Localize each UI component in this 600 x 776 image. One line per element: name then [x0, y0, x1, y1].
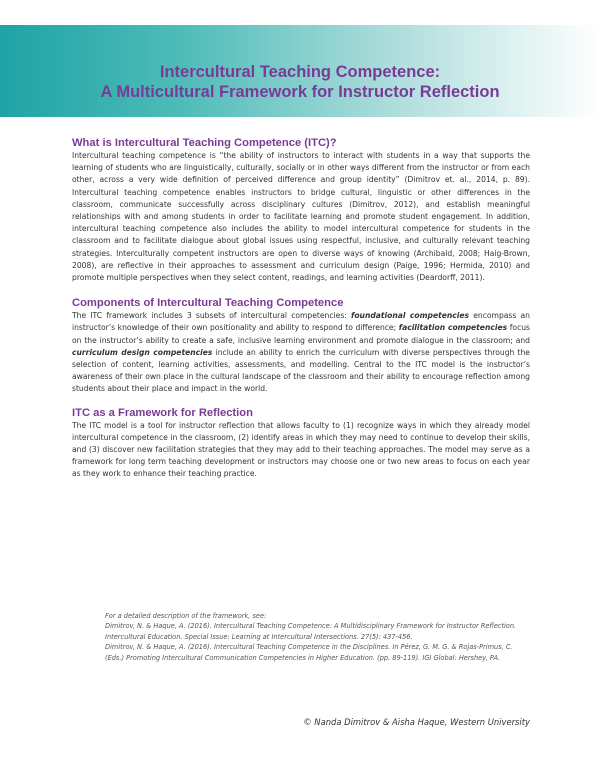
components-text-3: focus on the instructor’s ability to create a safe, inclusive learning environment and promote dialogue in the classroom; and — [72, 323, 531, 345]
components-text-2: encompass an instructor’s knowledge of their own positionality and ability to respond to difference; — [72, 311, 530, 333]
section-body-framework-reflection: The ITC model is a tool for instructor reflection that allows faculty to (1) recognize ways in which they already model intercultural competence in the classroom, (2) identify areas in which they may need to continue to develop their skills, and (3) discover new facilitation strategies that they may add to their teaching approaches. The model may serve as a framework for long term teaching development or instructors may choose one or two new areas to focus on each year as they work to enhance their teaching practice. — [72, 420, 530, 479]
reference-1: Dimitrov, N. & Haque, A. (2016). Intercultural Teaching Competence: A Multidisciplinary Framework for Instructor Reflection. Intercultural Education. Special Issue: Learning at Intercultural Intersections. 27(5): 437-456. — [105, 622, 517, 641]
references — [105, 611, 533, 663]
section-heading-what-is-itc: What is Intercultural Teaching Competence (ITC)? — [72, 137, 337, 149]
title-line-1: Intercultural Teaching Competence: — [159, 63, 441, 81]
copyright-footer: © Nanda Dimitrov & Aisha Haque, Western University — [303, 717, 530, 727]
components-text-1: The ITC framework includes 3 subsets of intercultural competencies: — [72, 311, 352, 321]
foundational-competencies-term: foundational competencies — [351, 311, 470, 321]
references-intro: For a detailed description of the framework, see: — [105, 612, 267, 620]
section-body-what-is-itc: Intercultural teaching competence is “the ability of instructors to interact with students in a way that supports the learning of students who are linguistically, culturally, socially or in other ways different from the instructor or from each other, across a very wide definition of perceived difference and group identity” (Dimitrov et. al., 2014, p. 89). Intercultural teaching competence enables instructors to bridge cultural, linguistic or other differences in the classroom, communicate successfully across disciplinary cultures (Dimitrov, 2012), and establish meaningful relationships with and among students in order to facilitate learning and promote student engagement. In addition, intercultural teaching competence also includes the ability to model intercultural competence for students in the classroom and to facilitate dialogue about global issues using respectful, inclusive, and culturally relevant teaching strategies. Interculturally competent instructors are open to diverse ways of knowing (Archibald, 2008; Haig-Brown, 2008), are reflective in their approaches to assessment and curriculum design (Paige, 1996; Hermida, 2010) and promote multiple perspectives when they select content, readings, and learning activities (Deardorff, 2011). — [72, 151, 530, 283]
document-title — [0, 62, 600, 102]
components-text-4: include an ability to enrich the curriculum with diverse perspectives through the selection of content, learning activities, assessments, and modelling. Central to the ITC model is the instructor’s awareness of their own place in the cultural landscape of the classroom and their ability to encourage reflection among students about their place and impact in the world. — [72, 347, 530, 394]
reference-2: Dimitrov, N. & Haque, A. (2016). Intercultural Teaching Competence in the Disciplines. In Pérez, G. M. G. & Rojas-Primus, C. (Eds.) Promoting Intercultural Communication Competencies in Higher Education. (pp. 89-119). IGI Global: Hershey, PA. — [105, 643, 513, 662]
main-content — [72, 136, 530, 481]
section-body-components — [72, 310, 530, 395]
section-heading-framework-reflection: ITC as a Framework for Reflection — [72, 406, 253, 419]
facilitation-competencies-term: facilitation competencies — [398, 323, 508, 333]
section-heading-components: Components of Intercultural Teaching Competence — [72, 297, 344, 310]
title-line-2: A Multicultural Framework for Instructor Reflection — [100, 83, 500, 101]
curriculum-design-competencies-term: curriculum design competencies — [72, 347, 213, 357]
